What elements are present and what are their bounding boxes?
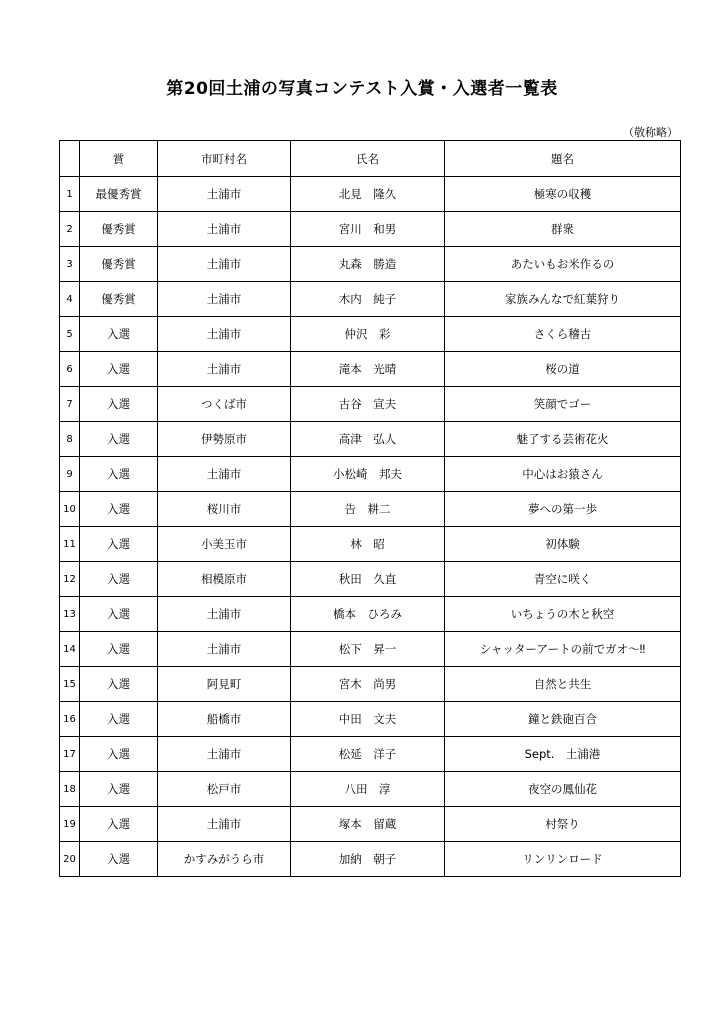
table-body <box>60 177 681 877</box>
table-row <box>60 807 681 842</box>
row-number: 12 <box>60 562 80 597</box>
row-work-title: いちょうの木と秋空 <box>445 597 681 632</box>
row-city: 伊勢原市 <box>158 422 291 457</box>
table-row <box>60 492 681 527</box>
row-name: 北見 隆久 <box>291 177 445 212</box>
honorific-note: （敬称略） <box>623 126 678 139</box>
row-number: 4 <box>60 282 80 317</box>
header-work-title: 題名 <box>445 141 681 177</box>
row-name: 高津 弘人 <box>291 422 445 457</box>
table-row <box>60 667 681 702</box>
row-number: 14 <box>60 632 80 667</box>
row-award: 入選 <box>80 387 158 422</box>
row-name: 仲沢 彩 <box>291 317 445 352</box>
row-name: 松延 洋子 <box>291 737 445 772</box>
row-name: 塚本 留蔵 <box>291 807 445 842</box>
row-city: 松戸市 <box>158 772 291 807</box>
row-work-title: シャッターアートの前でガオ～‼ <box>445 632 681 667</box>
row-number: 1 <box>60 177 80 212</box>
row-work-title: 自然と共生 <box>445 667 681 702</box>
row-number: 15 <box>60 667 80 702</box>
header-number <box>60 141 80 177</box>
row-number: 8 <box>60 422 80 457</box>
row-city: 土浦市 <box>158 177 291 212</box>
row-name: 八田 淳 <box>291 772 445 807</box>
row-award: 入選 <box>80 422 158 457</box>
row-number: 9 <box>60 457 80 492</box>
row-name: 松下 昇一 <box>291 632 445 667</box>
row-name: 宮川 和男 <box>291 212 445 247</box>
row-city: 相模原市 <box>158 562 291 597</box>
row-work-title: Sept. 土浦港 <box>445 737 681 772</box>
row-number: 17 <box>60 737 80 772</box>
row-name: 加納 朝子 <box>291 842 445 877</box>
row-award: 入選 <box>80 702 158 737</box>
row-award: 入選 <box>80 737 158 772</box>
row-city: 船橋市 <box>158 702 291 737</box>
table-row <box>60 772 681 807</box>
row-work-title: さくら稽古 <box>445 317 681 352</box>
row-name: 橋本 ひろみ <box>291 597 445 632</box>
row-city: 土浦市 <box>158 632 291 667</box>
row-city: 土浦市 <box>158 807 291 842</box>
row-work-title: 村祭り <box>445 807 681 842</box>
table-row <box>60 562 681 597</box>
row-name: 中田 文夫 <box>291 702 445 737</box>
row-work-title: 鐘と鉄砲百合 <box>445 702 681 737</box>
row-work-title: 家族みんなで紅葉狩り <box>445 282 681 317</box>
row-award: 入選 <box>80 352 158 387</box>
table-row <box>60 702 681 737</box>
table-row <box>60 422 681 457</box>
row-number: 10 <box>60 492 80 527</box>
row-work-title: 笑顔でゴー <box>445 387 681 422</box>
row-city: 土浦市 <box>158 247 291 282</box>
row-work-title: 群衆 <box>445 212 681 247</box>
row-award: 入選 <box>80 527 158 562</box>
table-row <box>60 632 681 667</box>
row-award: 入選 <box>80 562 158 597</box>
row-award: 優秀賞 <box>80 247 158 282</box>
row-number: 2 <box>60 212 80 247</box>
row-number: 5 <box>60 317 80 352</box>
row-number: 18 <box>60 772 80 807</box>
row-city: 土浦市 <box>158 212 291 247</box>
table-row <box>60 352 681 387</box>
row-award: 入選 <box>80 807 158 842</box>
header-city: 市町村名 <box>158 141 291 177</box>
table-row <box>60 737 681 772</box>
row-award: 優秀賞 <box>80 212 158 247</box>
row-work-title: 青空に咲く <box>445 562 681 597</box>
row-city: 土浦市 <box>158 737 291 772</box>
row-award: 入選 <box>80 667 158 702</box>
row-name: 小松崎 邦夫 <box>291 457 445 492</box>
table-row <box>60 457 681 492</box>
results-table <box>59 140 681 877</box>
row-number: 6 <box>60 352 80 387</box>
row-work-title: 初体験 <box>445 527 681 562</box>
row-city: 土浦市 <box>158 352 291 387</box>
row-name: 丸森 勝造 <box>291 247 445 282</box>
table-row <box>60 282 681 317</box>
row-award: 入選 <box>80 632 158 667</box>
row-city: つくば市 <box>158 387 291 422</box>
row-work-title: 魅了する芸術花火 <box>445 422 681 457</box>
row-city: 土浦市 <box>158 457 291 492</box>
table-row <box>60 842 681 877</box>
row-work-title: 中心はお猿さん <box>445 457 681 492</box>
row-city: 小美玉市 <box>158 527 291 562</box>
table-row <box>60 387 681 422</box>
table-row <box>60 597 681 632</box>
row-name: 木内 純子 <box>291 282 445 317</box>
row-award: 入選 <box>80 317 158 352</box>
row-work-title: あたいもお米作るの <box>445 247 681 282</box>
row-award: 入選 <box>80 842 158 877</box>
row-city: 土浦市 <box>158 282 291 317</box>
row-award: 入選 <box>80 492 158 527</box>
table-row <box>60 317 681 352</box>
row-city: 阿見町 <box>158 667 291 702</box>
table-header-row <box>60 141 681 177</box>
row-award: 入選 <box>80 457 158 492</box>
row-award: 最優秀賞 <box>80 177 158 212</box>
row-city: 土浦市 <box>158 597 291 632</box>
row-work-title: 桜の道 <box>445 352 681 387</box>
header-name: 氏名 <box>291 141 445 177</box>
page-title: 第20回土浦の写真コンテスト入賞・入選者一覧表 <box>166 79 558 99</box>
row-city: かすみがうら市 <box>158 842 291 877</box>
row-work-title: 極寒の収穫 <box>445 177 681 212</box>
header-award: 賞 <box>80 141 158 177</box>
row-number: 7 <box>60 387 80 422</box>
row-number: 13 <box>60 597 80 632</box>
row-name: 告 耕二 <box>291 492 445 527</box>
row-number: 11 <box>60 527 80 562</box>
row-work-title: リンリンロード <box>445 842 681 877</box>
table-row <box>60 247 681 282</box>
table-row <box>60 177 681 212</box>
table-row <box>60 527 681 562</box>
row-award: 入選 <box>80 597 158 632</box>
row-work-title: 夢への第一歩 <box>445 492 681 527</box>
row-name: 宮木 尚男 <box>291 667 445 702</box>
row-number: 20 <box>60 842 80 877</box>
row-name: 滝本 光晴 <box>291 352 445 387</box>
row-award: 優秀賞 <box>80 282 158 317</box>
row-work-title: 夜空の鳳仙花 <box>445 772 681 807</box>
row-city: 土浦市 <box>158 317 291 352</box>
row-number: 16 <box>60 702 80 737</box>
row-city: 桜川市 <box>158 492 291 527</box>
row-number: 19 <box>60 807 80 842</box>
row-name: 秋田 久直 <box>291 562 445 597</box>
row-award: 入選 <box>80 772 158 807</box>
row-name: 林 昭 <box>291 527 445 562</box>
row-name: 古谷 宣夫 <box>291 387 445 422</box>
row-number: 3 <box>60 247 80 282</box>
table-row <box>60 212 681 247</box>
